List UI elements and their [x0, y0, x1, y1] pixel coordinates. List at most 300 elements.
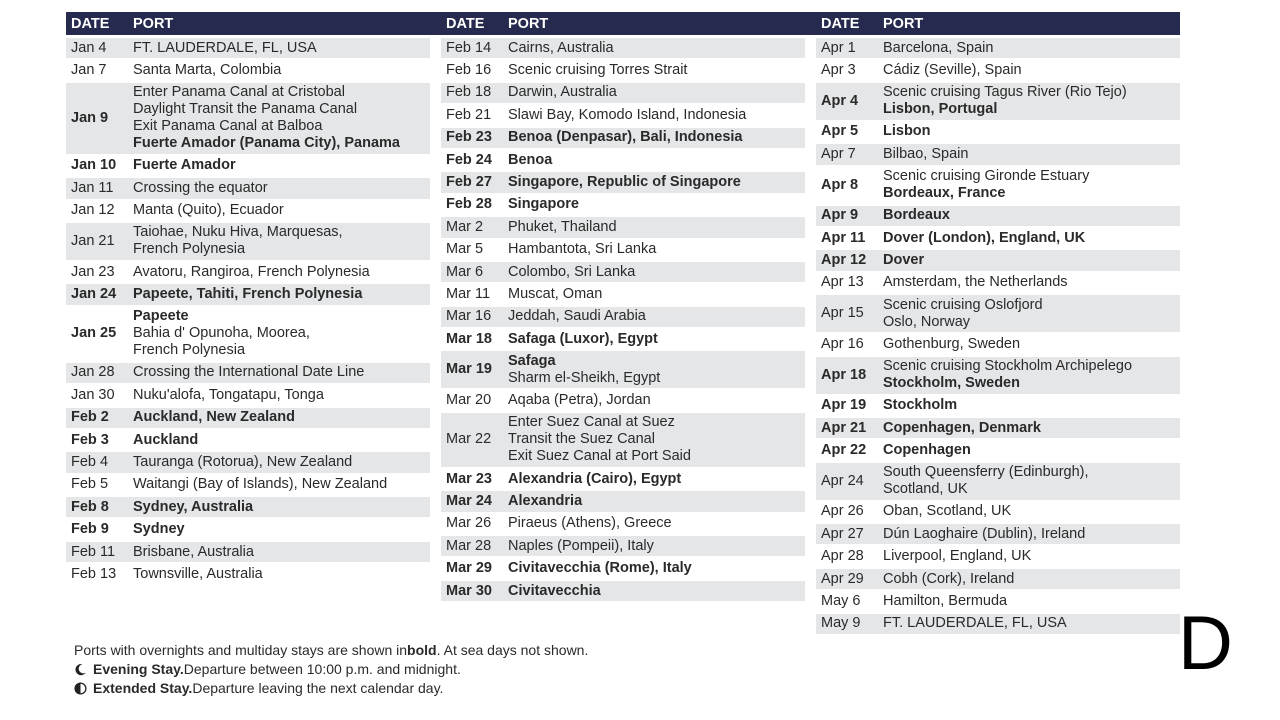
itinerary-row — [816, 502, 1180, 524]
row-date: May 9 — [821, 615, 861, 632]
itinerary-row — [441, 60, 805, 82]
itinerary-row — [66, 564, 430, 586]
row-date: Mar 11 — [446, 285, 491, 302]
port-line: Singapore — [508, 196, 579, 213]
port-line: Scenic cruising Torres Strait — [508, 62, 688, 79]
itinerary-row — [816, 122, 1180, 144]
date-header: DATE — [446, 15, 485, 32]
port-line: Scenic cruising Gironde Estuary — [883, 168, 1090, 185]
itinerary-row — [816, 396, 1180, 418]
row-port — [122, 432, 430, 449]
port-header: PORT — [883, 15, 924, 32]
row-port — [497, 152, 805, 169]
port-line: French Polynesia — [133, 241, 246, 258]
itinerary-row — [441, 469, 805, 491]
itinerary-row — [66, 542, 430, 564]
itinerary-column-3 — [816, 12, 1180, 636]
row-port — [872, 297, 1180, 331]
port-line: Scenic cruising Stockholm Archipelego — [883, 358, 1133, 375]
port-line: Naples (Pompeii), Italy — [508, 537, 654, 554]
port-line: Darwin, Australia — [508, 84, 617, 101]
port-line: Brisbane, Australia — [133, 543, 254, 560]
port-line: Stockholm, Sweden — [883, 375, 1020, 392]
column-header — [441, 12, 805, 35]
itinerary-row — [441, 329, 805, 351]
port-line: Waitangi (Bay of Islands), New Zealand — [133, 476, 388, 493]
row-date: Feb 23 — [446, 129, 492, 146]
port-line: Cádiz (Seville), Spain — [883, 62, 1022, 79]
row-date: May 6 — [821, 592, 861, 609]
itinerary-row — [816, 357, 1180, 396]
itinerary-row — [441, 83, 805, 105]
row-port — [497, 392, 805, 409]
itinerary-rows — [816, 38, 1180, 636]
row-port — [497, 40, 805, 57]
row-port — [872, 336, 1180, 353]
port-line: Hambantota, Sri Lanka — [508, 241, 657, 258]
row-date: Feb 9 — [71, 521, 109, 538]
row-date: Apr 21 — [821, 419, 867, 436]
itinerary-row — [816, 250, 1180, 272]
itinerary-row — [816, 524, 1180, 546]
itinerary-row — [441, 307, 805, 329]
row-date: Mar 30 — [446, 582, 492, 599]
row-port — [872, 548, 1180, 565]
itinerary-row — [816, 273, 1180, 295]
row-port — [497, 353, 805, 387]
itinerary-row — [816, 418, 1180, 440]
row-date: Apr 29 — [821, 570, 864, 587]
row-port — [872, 464, 1180, 498]
row-port — [872, 62, 1180, 79]
port-line: Liverpool, England, UK — [883, 548, 1032, 565]
row-port — [872, 274, 1180, 291]
evening-stay-label: Evening Stay. — [93, 661, 184, 677]
bold-note — [74, 641, 588, 660]
port-header: PORT — [133, 15, 174, 32]
port-line: Tauranga (Rotorua), New Zealand — [133, 453, 353, 470]
itinerary-row — [816, 144, 1180, 166]
row-port — [122, 286, 430, 303]
itinerary-row — [66, 223, 430, 262]
port-line: Hamilton, Bermuda — [883, 592, 1008, 609]
port-line: Civitavecchia — [508, 582, 601, 599]
port-line: Sydney, Australia — [133, 498, 254, 515]
port-line: Fuerte Amador — [133, 157, 236, 174]
row-date: Mar 29 — [446, 560, 492, 577]
row-port — [872, 593, 1180, 610]
port-line: Oslo, Norway — [883, 313, 971, 330]
row-port — [872, 420, 1180, 437]
row-date: Apr 22 — [821, 441, 867, 458]
itinerary-row — [66, 385, 430, 407]
port-line: Scenic cruising Tagus River (Rio Tejo) — [883, 84, 1127, 101]
row-date: Apr 28 — [821, 548, 864, 565]
port-line: Dún Laoghaire (Dublin), Ireland — [883, 525, 1086, 542]
port-line: Auckland, New Zealand — [133, 409, 295, 426]
itinerary-row — [441, 536, 805, 558]
row-date: Jan 4 — [71, 39, 107, 56]
row-port — [872, 168, 1180, 202]
corner-letter: D — [1178, 601, 1233, 686]
row-port — [497, 286, 805, 303]
port-line: Amsterdam, the Netherlands — [883, 274, 1068, 291]
row-date: Jan 11 — [71, 179, 114, 196]
row-port — [497, 493, 805, 510]
itinerary-row — [66, 452, 430, 474]
row-date: Mar 26 — [446, 515, 492, 532]
row-date: Mar 18 — [446, 330, 492, 347]
port-line: Benoa (Denpasar), Bali, Indonesia — [508, 129, 743, 146]
port-line: Auckland — [133, 431, 199, 448]
row-date: Mar 23 — [446, 470, 492, 487]
row-date: Mar 19 — [446, 361, 492, 378]
row-date: Jan 25 — [71, 325, 117, 342]
itinerary-column-1 — [66, 12, 430, 587]
itinerary-row — [66, 201, 430, 223]
port-line: South Queensferry (Edinburgh), — [883, 464, 1089, 481]
itinerary-row — [441, 351, 805, 390]
row-port — [122, 224, 430, 258]
row-port — [497, 84, 805, 101]
row-date: Mar 20 — [446, 392, 492, 409]
itinerary-row — [816, 334, 1180, 356]
row-date: Apr 15 — [821, 305, 864, 322]
column-header — [816, 12, 1180, 35]
row-port — [872, 252, 1180, 269]
itinerary-row — [441, 514, 805, 536]
port-line: Papeete — [133, 308, 189, 325]
itinerary-row — [66, 262, 430, 284]
port-line: Avatoru, Rangiroa, French Polynesia — [133, 263, 370, 280]
row-date: Apr 26 — [821, 503, 864, 520]
row-date: Apr 13 — [821, 274, 864, 291]
port-line: Muscat, Oman — [508, 285, 603, 302]
row-date: Feb 18 — [446, 84, 492, 101]
itinerary-row — [66, 475, 430, 497]
itinerary-row — [441, 262, 805, 284]
port-line: French Polynesia — [133, 342, 246, 359]
row-port — [872, 207, 1180, 224]
row-date: Apr 9 — [821, 207, 859, 224]
itinerary-row — [441, 558, 805, 580]
itinerary-row — [441, 240, 805, 262]
port-line: FT. LAUDERDALE, FL, USA — [883, 615, 1067, 632]
row-port — [872, 442, 1180, 459]
itinerary-row — [441, 413, 805, 469]
itinerary-row — [441, 105, 805, 127]
date-header: DATE — [821, 15, 860, 32]
itinerary-rows — [441, 38, 805, 603]
port-line: Dover (London), England, UK — [883, 229, 1086, 246]
port-line: Safaga — [508, 352, 556, 369]
port-line: Bordeaux — [883, 207, 950, 224]
row-date: Apr 4 — [821, 92, 859, 109]
extended-stay-note — [74, 679, 588, 698]
port-line: Cairns, Australia — [508, 39, 614, 56]
itinerary-row — [66, 284, 430, 306]
row-port — [872, 571, 1180, 588]
port-line: Enter Panama Canal at Cristobal — [133, 84, 345, 101]
row-port — [872, 40, 1180, 57]
row-date: Feb 16 — [446, 62, 492, 79]
port-line: Safaga (Luxor), Egypt — [508, 330, 658, 347]
row-date: Apr 11 — [821, 229, 866, 246]
row-port — [122, 180, 430, 197]
itinerary-row — [816, 569, 1180, 591]
row-date: Apr 7 — [821, 145, 856, 162]
extended-stay-text: Departure leaving the next calendar day. — [192, 680, 444, 696]
row-port — [497, 219, 805, 236]
row-port — [122, 521, 430, 538]
port-line: Benoa — [508, 151, 553, 168]
row-port — [497, 241, 805, 258]
itinerary-row — [66, 497, 430, 519]
row-date: Jan 30 — [71, 386, 115, 403]
row-date: Mar 16 — [446, 308, 492, 325]
itinerary-row — [66, 178, 430, 200]
port-line: Crossing the equator — [133, 179, 268, 196]
row-port — [122, 499, 430, 516]
row-port — [872, 526, 1180, 543]
itinerary-row — [66, 307, 430, 363]
row-port — [122, 84, 430, 152]
itinerary-row — [816, 60, 1180, 82]
port-line: Exit Panama Canal at Balboa — [133, 118, 323, 135]
row-date: Feb 14 — [446, 39, 492, 56]
row-date: Jan 9 — [71, 109, 109, 126]
row-port — [122, 454, 430, 471]
row-date: Mar 5 — [446, 241, 484, 258]
itinerary-row — [66, 156, 430, 178]
row-port — [872, 146, 1180, 163]
port-line: Manta (Quito), Ecuador — [133, 202, 284, 219]
port-line: Enter Suez Canal at Suez — [508, 414, 675, 431]
itinerary-row — [816, 546, 1180, 568]
port-line: Nuku'alofa, Tongatapu, Tonga — [133, 386, 324, 403]
port-line: Daylight Transit the Panama Canal — [133, 101, 358, 118]
port-line: Scotland, UK — [883, 481, 968, 498]
itinerary-row — [816, 463, 1180, 502]
itinerary-column-2 — [441, 12, 805, 603]
row-date: Mar 6 — [446, 263, 484, 280]
row-port — [497, 62, 805, 79]
port-line: Crossing the International Date Line — [133, 364, 365, 381]
itinerary-row — [816, 83, 1180, 122]
itinerary-row — [816, 38, 1180, 60]
itinerary-row — [66, 408, 430, 430]
row-date: Jan 23 — [71, 263, 115, 280]
row-date: Apr 24 — [821, 472, 864, 489]
itinerary-row — [441, 491, 805, 513]
port-line: Exit Suez Canal at Port Said — [508, 448, 691, 465]
half-moon-icon — [74, 682, 87, 695]
itinerary-row — [441, 217, 805, 239]
row-port — [497, 560, 805, 577]
port-line: Piraeus (Athens), Greece — [508, 515, 672, 532]
row-port — [872, 615, 1180, 632]
port-header: PORT — [508, 15, 549, 32]
row-date: Jan 24 — [71, 286, 117, 303]
column-header — [66, 12, 430, 35]
port-line: FT. LAUDERDALE, FL, USA — [133, 39, 317, 56]
row-date: Feb 4 — [71, 453, 109, 470]
port-line: Bilbao, Spain — [883, 145, 969, 162]
bold-note-bold: bold — [407, 642, 437, 658]
itinerary-row — [441, 38, 805, 60]
port-line: Aqaba (Petra), Jordan — [508, 392, 651, 409]
row-port — [122, 264, 430, 281]
itinerary-row — [816, 228, 1180, 250]
row-date: Feb 27 — [446, 174, 492, 191]
row-date: Feb 5 — [71, 476, 109, 493]
row-port — [872, 503, 1180, 520]
itinerary-row — [816, 167, 1180, 206]
port-line: Copenhagen — [883, 441, 971, 458]
row-date: Feb 11 — [71, 543, 116, 560]
evening-stay-note — [74, 660, 588, 679]
itinerary-row — [441, 284, 805, 306]
row-port — [122, 62, 430, 79]
row-port — [497, 538, 805, 555]
row-date: Jan 10 — [71, 157, 117, 174]
row-port — [122, 476, 430, 493]
row-date: Apr 8 — [821, 176, 859, 193]
evening-stay-text: Departure between 10:00 p.m. and midnight. — [183, 661, 461, 677]
itinerary-row — [66, 38, 430, 60]
row-port — [122, 202, 430, 219]
row-date: Mar 22 — [446, 431, 492, 448]
row-port — [497, 515, 805, 532]
row-date: Mar 2 — [446, 218, 484, 235]
port-line: Scenic cruising Oslofjord — [883, 296, 1043, 313]
date-header: DATE — [71, 15, 110, 32]
legend-footer — [74, 641, 588, 698]
itinerary-row — [816, 295, 1180, 334]
row-port — [497, 308, 805, 325]
row-port — [872, 358, 1180, 392]
row-date: Feb 13 — [71, 565, 117, 582]
port-line: Sydney — [133, 521, 185, 538]
port-line: Dover — [883, 252, 925, 269]
row-date: Apr 16 — [821, 335, 864, 352]
port-line: Colombo, Sri Lanka — [508, 263, 636, 280]
port-line: Copenhagen, Denmark — [883, 419, 1041, 436]
itinerary-row — [66, 363, 430, 385]
port-line: Lisbon, Portugal — [883, 101, 998, 118]
bold-note-pre: Ports with overnights and multiday stays are shown in — [74, 642, 408, 658]
port-line: Townsville, Australia — [133, 565, 263, 582]
row-date: Mar 28 — [446, 537, 492, 554]
row-port — [872, 84, 1180, 118]
crescent-moon-icon — [74, 663, 87, 676]
itinerary-row — [441, 128, 805, 150]
port-line: Lisbon — [883, 123, 931, 140]
row-date: Jan 7 — [71, 62, 107, 79]
row-port — [497, 583, 805, 600]
row-port — [122, 157, 430, 174]
itinerary-rows — [66, 38, 430, 587]
port-line: Bordeaux, France — [883, 185, 1006, 202]
port-line: Papeete, Tahiti, French Polynesia — [133, 286, 363, 303]
itinerary-row — [816, 206, 1180, 228]
port-line: Transit the Suez Canal — [508, 431, 655, 448]
row-port — [497, 471, 805, 488]
extended-stay-label: Extended Stay. — [93, 680, 193, 696]
port-line: Sharm el-Sheikh, Egypt — [508, 369, 661, 386]
row-port — [872, 230, 1180, 247]
row-date: Feb 3 — [71, 431, 109, 448]
itinerary-row — [66, 83, 430, 156]
itinerary-row — [66, 60, 430, 82]
itinerary-row — [441, 390, 805, 412]
row-date: Feb 2 — [71, 409, 109, 426]
row-port — [497, 331, 805, 348]
row-port — [122, 387, 430, 404]
row-port — [497, 196, 805, 213]
port-line: Stockholm — [883, 397, 958, 414]
row-date: Jan 28 — [71, 364, 115, 381]
row-port — [122, 544, 430, 561]
row-port — [872, 123, 1180, 140]
port-line: Cobh (Cork), Ireland — [883, 570, 1015, 587]
port-line: Civitavecchia (Rome), Italy — [508, 560, 692, 577]
itinerary-row — [816, 614, 1180, 636]
row-port — [497, 414, 805, 465]
port-line: Oban, Scotland, UK — [883, 503, 1012, 520]
port-line: Barcelona, Spain — [883, 39, 994, 56]
row-date: Apr 19 — [821, 397, 867, 414]
port-line: Fuerte Amador (Panama City), Panama — [133, 135, 400, 152]
port-line: Bahia d' Opunoha, Moorea, — [133, 325, 310, 342]
row-date: Apr 18 — [821, 366, 867, 383]
port-line: Taiohae, Nuku Hiva, Marquesas, — [133, 224, 343, 241]
row-date: Apr 3 — [821, 62, 856, 79]
port-line: Jeddah, Saudi Arabia — [508, 308, 646, 325]
row-date: Feb 24 — [446, 151, 492, 168]
row-port — [497, 129, 805, 146]
row-port — [497, 107, 805, 124]
row-date: Apr 27 — [821, 525, 864, 542]
row-port — [122, 409, 430, 426]
port-line: Singapore, Republic of Singapore — [508, 174, 741, 191]
row-date: Apr 12 — [821, 252, 867, 269]
itinerary-row — [816, 591, 1180, 613]
row-port — [122, 308, 430, 359]
port-line: Gothenburg, Sweden — [883, 335, 1021, 352]
row-date: Jan 12 — [71, 202, 115, 219]
itinerary-row — [441, 150, 805, 172]
row-date: Feb 28 — [446, 196, 492, 213]
itinerary-row — [816, 440, 1180, 462]
row-date: Feb 8 — [71, 498, 109, 515]
itinerary-row — [441, 172, 805, 194]
port-line: Slawi Bay, Komodo Island, Indonesia — [508, 106, 747, 123]
row-port — [872, 397, 1180, 414]
row-date: Feb 21 — [446, 106, 492, 123]
row-date: Apr 5 — [821, 123, 859, 140]
port-line: Phuket, Thailand — [508, 218, 617, 235]
itinerary-row — [66, 430, 430, 452]
row-port — [122, 40, 430, 57]
itinerary-row — [441, 581, 805, 603]
port-line: Alexandria (Cairo), Egypt — [508, 470, 682, 487]
row-date: Mar 24 — [446, 492, 492, 509]
itinerary-row — [66, 519, 430, 541]
row-port — [497, 264, 805, 281]
bold-note-post: . At sea days not shown. — [436, 642, 589, 658]
row-port — [122, 566, 430, 583]
